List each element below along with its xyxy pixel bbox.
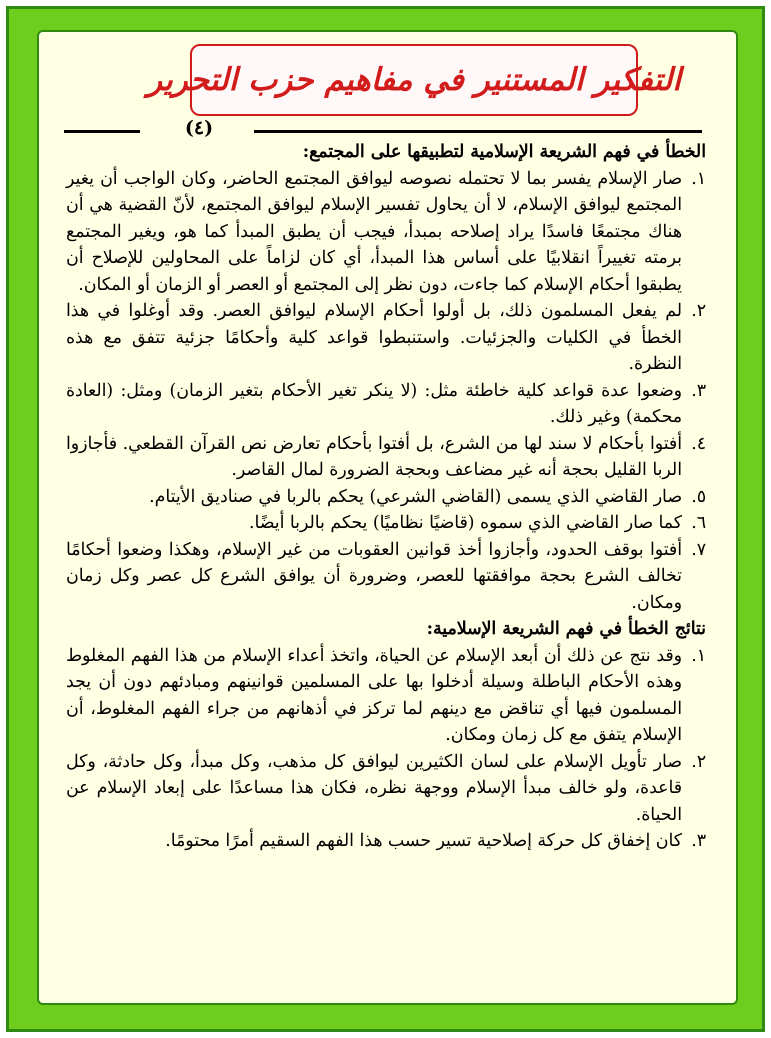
list-item [66, 828, 706, 855]
list-item-number: ١. [691, 168, 706, 189]
list-item-number: ٣. [691, 380, 706, 401]
list-item [66, 431, 706, 484]
divider-line-left [64, 130, 140, 133]
list-item-text: أفتوا بأحكام لا سند لها من الشرع، بل أفتوا بأحكام تعارض نص القرآن القطعي. فأجازوا الربا القليل بحجة أنه غير مضاعف وبحجة الضرورة لمال القاصر. [66, 433, 682, 480]
list-item-text: صار تأويل الإسلام على لسان الكثيرين ليوافق كل مذهب، وكل مبدأ، وكل حادثة، وكل قاعدة، ولو خالف مبدأ الإسلام ووجهة نظره، فكان هذا مساعدًا على إبعاد الإسلام عن الحياة. [66, 751, 682, 825]
list-item [66, 484, 706, 511]
list-item [66, 643, 706, 749]
list-item [66, 510, 706, 537]
list-item-text: وقد نتج عن ذلك أن أبعد الإسلام عن الحياة، واتخذ أعداء الإسلام من هذا الفهم المغلوط وهذه الأحكام الباطلة وسيلة أدخلوا بها على المسلمين قوانينهم ومبادئهم دون أن يجد المسلمون فيها أي تناقض مع دينهم لما تركز في أذهانهم من جراء الفهم المغلوط، أن الإسلام يتفق مع كل زمان ومكان. [66, 645, 682, 745]
page-number-divider [64, 119, 702, 141]
banner-title: التفكير المستنير في مفاهيم حزب التحرير [147, 62, 681, 98]
divider-line-right [254, 130, 702, 133]
list-item [66, 749, 706, 829]
list-item-number: ٣. [691, 831, 706, 851]
list-item-number: ٦. [691, 513, 706, 533]
document-body [66, 139, 706, 855]
list-item-text: لم يفعل المسلمون ذلك، بل أولوا أحكام الإسلام ليوافق العصر. وقد أوغلوا في هذا الخطأ في الكليات والجزئيات. واستنبطوا قواعد كلية وأحكامًا جزئية تتفق مع هذه النظرة. [66, 301, 682, 374]
list-item-text: كان إخفاق كل حركة إصلاحية تسير حسب هذا الفهم السقيم أمرًا محتومًا. [165, 831, 682, 851]
list-item-number: ٢. [691, 751, 706, 772]
list-item-text: أفتوا بوقف الحدود، وأجازوا أخذ قوانين العقوبات من غير الإسلام، وهكذا وضعوا أحكامًا تخالف الشرع بحجة موافقتها للعصر، وضرورة أن يوافق الشرع كل عصر وكل زمان ومكان. [66, 539, 682, 613]
list-item-text: صار الإسلام يفسر بما لا تحتمله نصوصه ليوافق المجتمع الحاضر، وكان الواجب أن يغير المجتمع ليوافق الإسلام، لا أن يحاول تفسير الإسلام ليوافق المجتمع، لأنّ القضية هي أن هناك مجتمعًا فاسدًا يراد إصلاحه بمبدأ، فيجب أن يطبق المبدأ كما هو، ويغير المجتمع برمته تغييراً انقلابيًا على أساس هذا المبدأ، أي كان لزاماً على المحاولين للإصلاح أن يطبقوا أحكام الإسلام كما جاءت، دون نظر إلى المجتمع أو العصر أو الزمان أو المكان. [66, 168, 682, 295]
list-item [66, 537, 706, 617]
list-item-number: ٥. [691, 486, 706, 507]
list-item [66, 298, 706, 378]
list-item [66, 378, 706, 431]
list-item-text: كما صار القاضي الذي سموه (قاضيًا نظاميًا) يحكم بالربا أيضًا. [249, 513, 682, 533]
list-item-text: وضعوا عدة قواعد كلية خاطئة مثل: (لا ينكر تغير الأحكام بتغير الزمان) ومثل: (العادة محكمة) وغير ذلك. [66, 380, 682, 427]
page-number: (٤) [184, 117, 214, 139]
section1-heading: الخطأ في فهم الشريعة الإسلامية لتطبيقها على المجتمع: [302, 142, 706, 162]
section2-heading: نتائج الخطأ في فهم الشريعة الإسلامية: [426, 619, 706, 639]
list-item-number: ٧. [691, 539, 706, 560]
list-item [66, 166, 706, 299]
list-item-number: ٢. [691, 301, 706, 321]
list-item-number: ٤. [691, 433, 706, 454]
title-banner [147, 44, 681, 116]
list-item-text: صار القاضي الذي يسمى (القاضي الشرعي) يحكم بالربا في صناديق الأيتام. [149, 486, 682, 507]
list-item-number: ١. [691, 645, 706, 666]
